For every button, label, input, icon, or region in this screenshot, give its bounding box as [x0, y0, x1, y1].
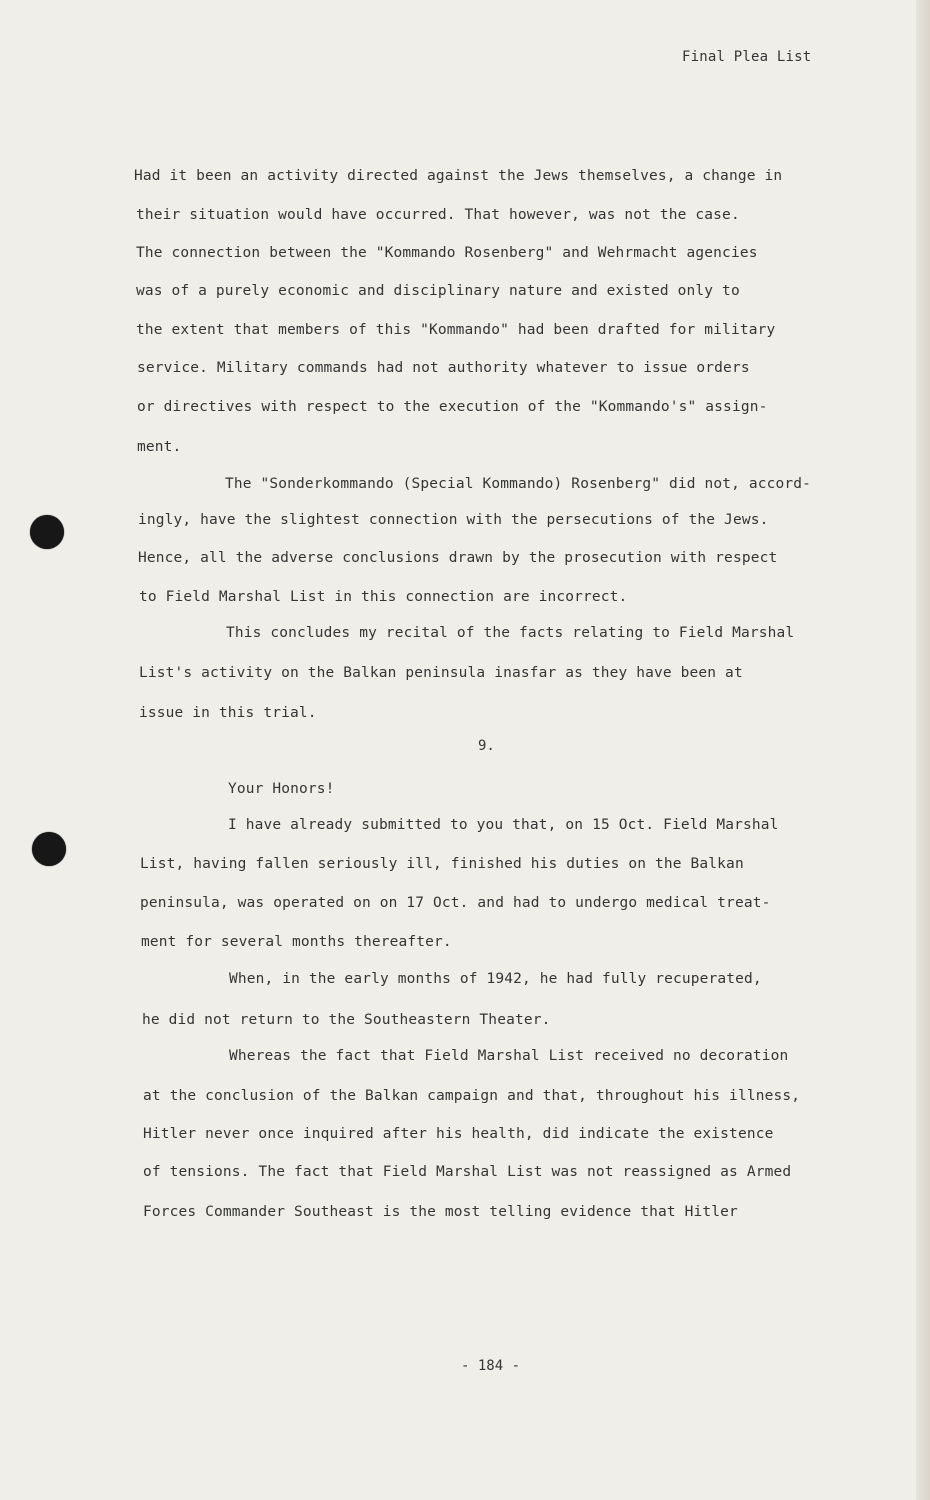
text-line: The "Sonderkommando (Special Kommando) Rosenberg" did not, accord- [225, 476, 812, 492]
text-line: This concludes my recital of the facts relating to Field Marshal [226, 625, 795, 641]
text-line: he did not return to the Southeastern Theater. [142, 1012, 551, 1028]
text-line: Had it been an activity directed against the Jews themselves, a change in [134, 168, 783, 184]
punch-hole [30, 515, 64, 549]
text-line: to Field Marshal List in this connection are incorrect. [139, 589, 628, 605]
punch-hole [32, 832, 66, 866]
text-line: peninsula, was operated on on 17 Oct. and had to undergo medical treat- [140, 895, 771, 911]
text-line: Hence, all the adverse conclusions drawn by the prosecution with respect [138, 550, 778, 566]
text-line: Forces Commander Southeast is the most telling evidence that Hitler [143, 1204, 738, 1220]
text-line: Your Honors! [228, 781, 335, 797]
page-header: Final Plea List [682, 49, 812, 65]
text-line: ingly, have the slightest connection with the persecutions of the Jews. [138, 512, 769, 528]
text-line: I have already submitted to you that, on 15 Oct. Field Marshal [228, 817, 779, 833]
section-number: 9. [478, 738, 495, 754]
page-edge [916, 0, 930, 1500]
text-line: Hitler never once inquired after his health, did indicate the existence [143, 1126, 774, 1142]
text-line: the extent that members of this "Kommando" had been drafted for military [136, 322, 776, 338]
page-number: - 184 - [461, 1358, 521, 1374]
text-line: their situation would have occurred. That however, was not the case. [136, 207, 740, 223]
text-line: of tensions. The fact that Field Marshal List was not reassigned as Armed [143, 1164, 792, 1180]
text-line: ment. [137, 439, 182, 455]
text-line: List, having fallen seriously ill, finished his duties on the Balkan [140, 856, 744, 872]
text-line: at the conclusion of the Balkan campaign and that, throughout his illness, [143, 1088, 801, 1104]
text-line: ment for several months thereafter. [141, 934, 452, 950]
text-line: was of a purely economic and disciplinary nature and existed only to [136, 283, 740, 299]
text-line: issue in this trial. [139, 705, 317, 721]
text-line: or directives with respect to the execution of the "Kommando's" assign- [137, 399, 768, 415]
text-line: When, in the early months of 1942, he had fully recuperated, [229, 971, 762, 987]
text-line: service. Military commands had not authority whatever to issue orders [137, 360, 750, 376]
text-line: Whereas the fact that Field Marshal List received no decoration [229, 1048, 789, 1064]
text-line: List's activity on the Balkan peninsula inasfar as they have been at [139, 665, 743, 681]
text-line: The connection between the "Kommando Rosenberg" and Wehrmacht agencies [136, 245, 758, 261]
